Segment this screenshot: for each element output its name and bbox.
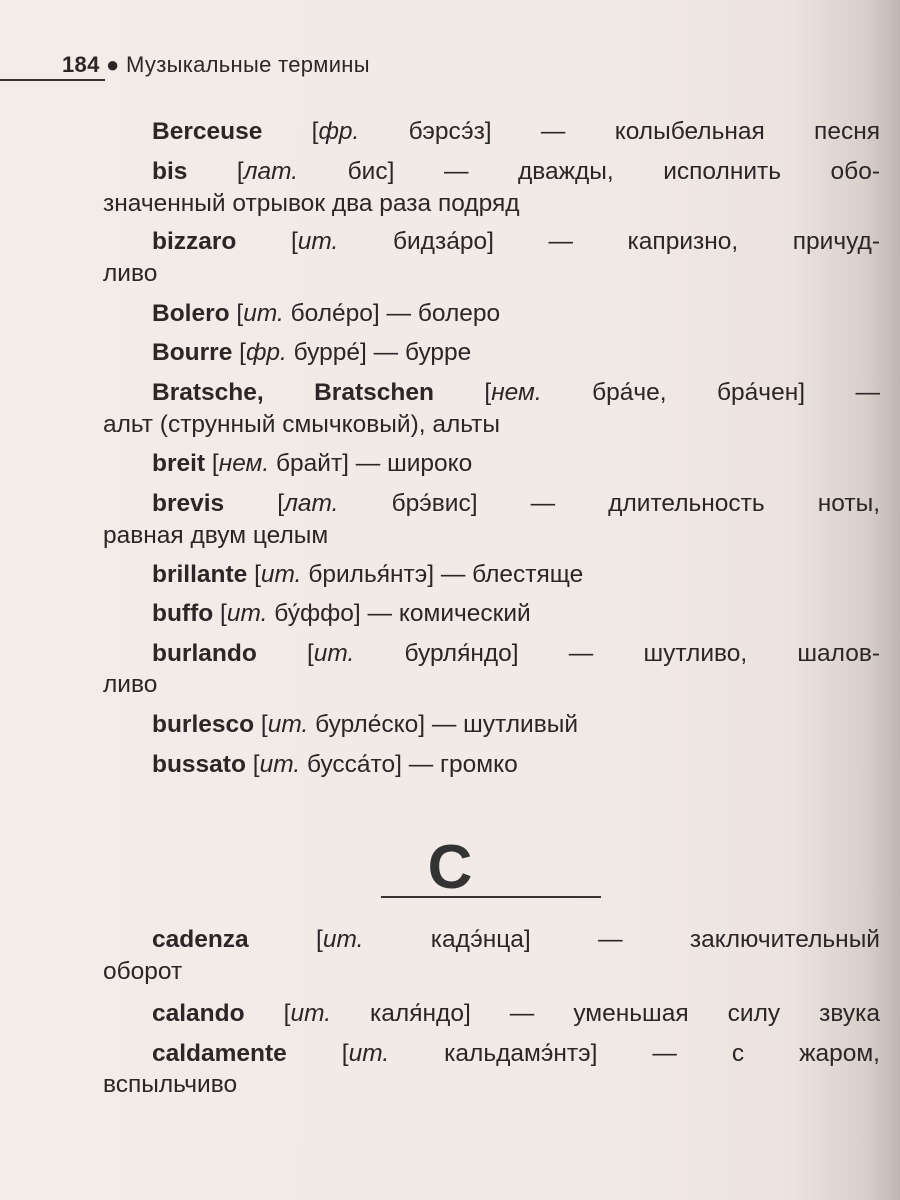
entry-language: фр.	[245, 339, 287, 366]
entry-pronunciation: кальдамэ́нтэ]	[444, 1040, 598, 1067]
entry-term: bussato	[152, 751, 246, 778]
entry-term: bis	[152, 158, 188, 185]
entry-language: нем.	[491, 379, 542, 406]
entry-definition: — шутливый	[431, 711, 578, 738]
dictionary-entry: brevis [лат. брэ́вис] — длительность ноты,	[152, 490, 881, 517]
dictionary-entry: bussato [ит. бусса́то] — громко	[152, 751, 518, 778]
entry-pronunciation: брилья́нтэ]	[308, 561, 435, 588]
entry-term: breit	[152, 450, 206, 477]
dictionary-entry: Bolero [ит. боле́ро] — болеро	[152, 300, 501, 327]
entry-definition: — комический	[367, 600, 531, 627]
entry-pronunciation: бурля́ндо]	[404, 640, 519, 667]
bullet: ●	[106, 52, 120, 77]
entry-language: лат.	[284, 490, 339, 517]
entry-definition: — громко	[408, 751, 518, 778]
dictionary-entry: Bourre [фр. бурре́] — бурре	[152, 339, 472, 366]
section-rule	[381, 896, 601, 898]
entry-term: Bratsche, Bratschen	[152, 379, 434, 406]
entry-language: лат.	[243, 158, 299, 185]
entry-definition: — шутливо, шалов-	[568, 640, 881, 667]
entry-definition: — дважды, исполнить обо-	[443, 158, 880, 185]
entry-term: Bolero	[152, 300, 230, 327]
entry-term: burlando	[152, 640, 257, 667]
entry-definition: — болеро	[386, 300, 501, 327]
running-header	[62, 52, 370, 78]
entry-pronunciation: боле́ро]	[290, 300, 380, 327]
dictionary-entry: burlando [ит. бурля́ндо] — шутливо, шалов-	[152, 640, 881, 667]
entry-language: нем.	[218, 450, 270, 477]
dictionary-entry: brillante [ит. брилья́нтэ] — блестяще	[152, 561, 584, 588]
entry-term: calando	[152, 1000, 245, 1027]
entry-definition: — бурре	[373, 339, 472, 366]
entry-definition: — капризно, причуд-	[548, 228, 880, 255]
entry-language: ит.	[243, 300, 284, 327]
entry-term: bizzaro	[152, 228, 237, 255]
entry-continuation: равная двум целым	[103, 522, 329, 549]
entry-language: фр.	[318, 118, 360, 145]
entry-language: ит.	[297, 228, 339, 255]
dictionary-entry: bizzaro [ит. бидза́ро] — капризно, причуд-	[152, 228, 880, 255]
entry-definition: —	[855, 379, 880, 406]
entry-language: ит.	[259, 751, 301, 778]
entry-continuation: ливо	[103, 671, 158, 698]
entry-term: caldamente	[152, 1040, 287, 1067]
entry-term: cadenza	[152, 926, 249, 953]
dictionary-entry: burlesco [ит. бурле́ско] — шутливый	[152, 711, 578, 738]
entry-language: ит.	[322, 926, 364, 953]
entry-term: buffo	[152, 600, 214, 627]
entry-definition: — длительность ноты,	[530, 490, 881, 517]
entry-definition: — колыбельная песня	[540, 118, 881, 145]
entry-pronunciation: брэ́вис]	[391, 490, 478, 517]
entry-continuation: вспыльчиво	[103, 1071, 238, 1098]
entry-pronunciation: бэрсэ́з]	[408, 118, 492, 145]
entry-language: ит.	[226, 600, 268, 627]
dictionary-entry: buffo [ит. бу́ффо] — комический	[152, 600, 531, 627]
entry-language: ит.	[348, 1040, 390, 1067]
page-number: 184	[62, 52, 100, 77]
entry-definition: — блестяще	[440, 561, 584, 588]
entry-definition: — с жаром,	[652, 1040, 880, 1067]
entry-term: Berceuse	[152, 118, 263, 145]
entry-pronunciation: бурре́]	[293, 339, 367, 366]
entry-pronunciation: бу́ффо]	[274, 600, 361, 627]
section-letter: C	[427, 833, 473, 902]
dictionary-entry: calando [ит. каля́ндо] — уменьшая силу звука	[152, 1000, 880, 1027]
entry-language: ит.	[313, 640, 355, 667]
entry-pronunciation: каля́ндо]	[370, 1000, 471, 1027]
dictionary-entry: Berceuse [фр. бэрсэ́з] — колыбельная песня	[152, 118, 881, 145]
entry-language: ит.	[290, 1000, 332, 1027]
entry-language: ит.	[260, 561, 302, 588]
entry-pronunciation: бусса́то]	[306, 751, 402, 778]
dictionary-entry: bis [лат. бис] — дважды, исполнить обо-	[152, 158, 880, 185]
header-rule	[0, 79, 105, 81]
entry-continuation: оборот	[103, 958, 183, 985]
entry-pronunciation: кадэ́нца]	[430, 926, 531, 953]
entry-term: brillante	[152, 561, 248, 588]
entry-definition: — заключительный	[598, 926, 880, 953]
dictionary-entry: Bratsche, Bratschen [нем. бра́че, бра́чен] —	[152, 379, 880, 406]
entry-pronunciation: бидза́ро]	[392, 228, 494, 255]
dictionary-entry: cadenza [ит. кадэ́нца] — заключительный	[152, 926, 880, 953]
entry-definition: — широко	[355, 450, 473, 477]
section-title: Музыкальные термины	[126, 52, 370, 77]
entry-continuation: ливо	[103, 260, 158, 287]
entry-pronunciation: брайт]	[275, 450, 349, 477]
entry-pronunciation: бурле́ско]	[315, 711, 425, 738]
entry-term: brevis	[152, 490, 225, 517]
entry-continuation: альт (струнный смычковый), альты	[103, 411, 500, 438]
dictionary-entry: caldamente [ит. кальдамэ́нтэ] — с жаром,	[152, 1040, 880, 1067]
entry-continuation: значенный отрывок два раза подряд	[103, 190, 520, 217]
entry-pronunciation: бис]	[347, 158, 395, 185]
entry-term: Bourre	[152, 339, 233, 366]
entry-pronunciation: бра́че, бра́чен]	[592, 379, 806, 406]
entry-definition: — уменьшая силу звука	[509, 1000, 880, 1027]
entry-language: ит.	[267, 711, 309, 738]
dictionary-entry: breit [нем. брайт] — широко	[152, 450, 473, 477]
entry-term: burlesco	[152, 711, 255, 738]
